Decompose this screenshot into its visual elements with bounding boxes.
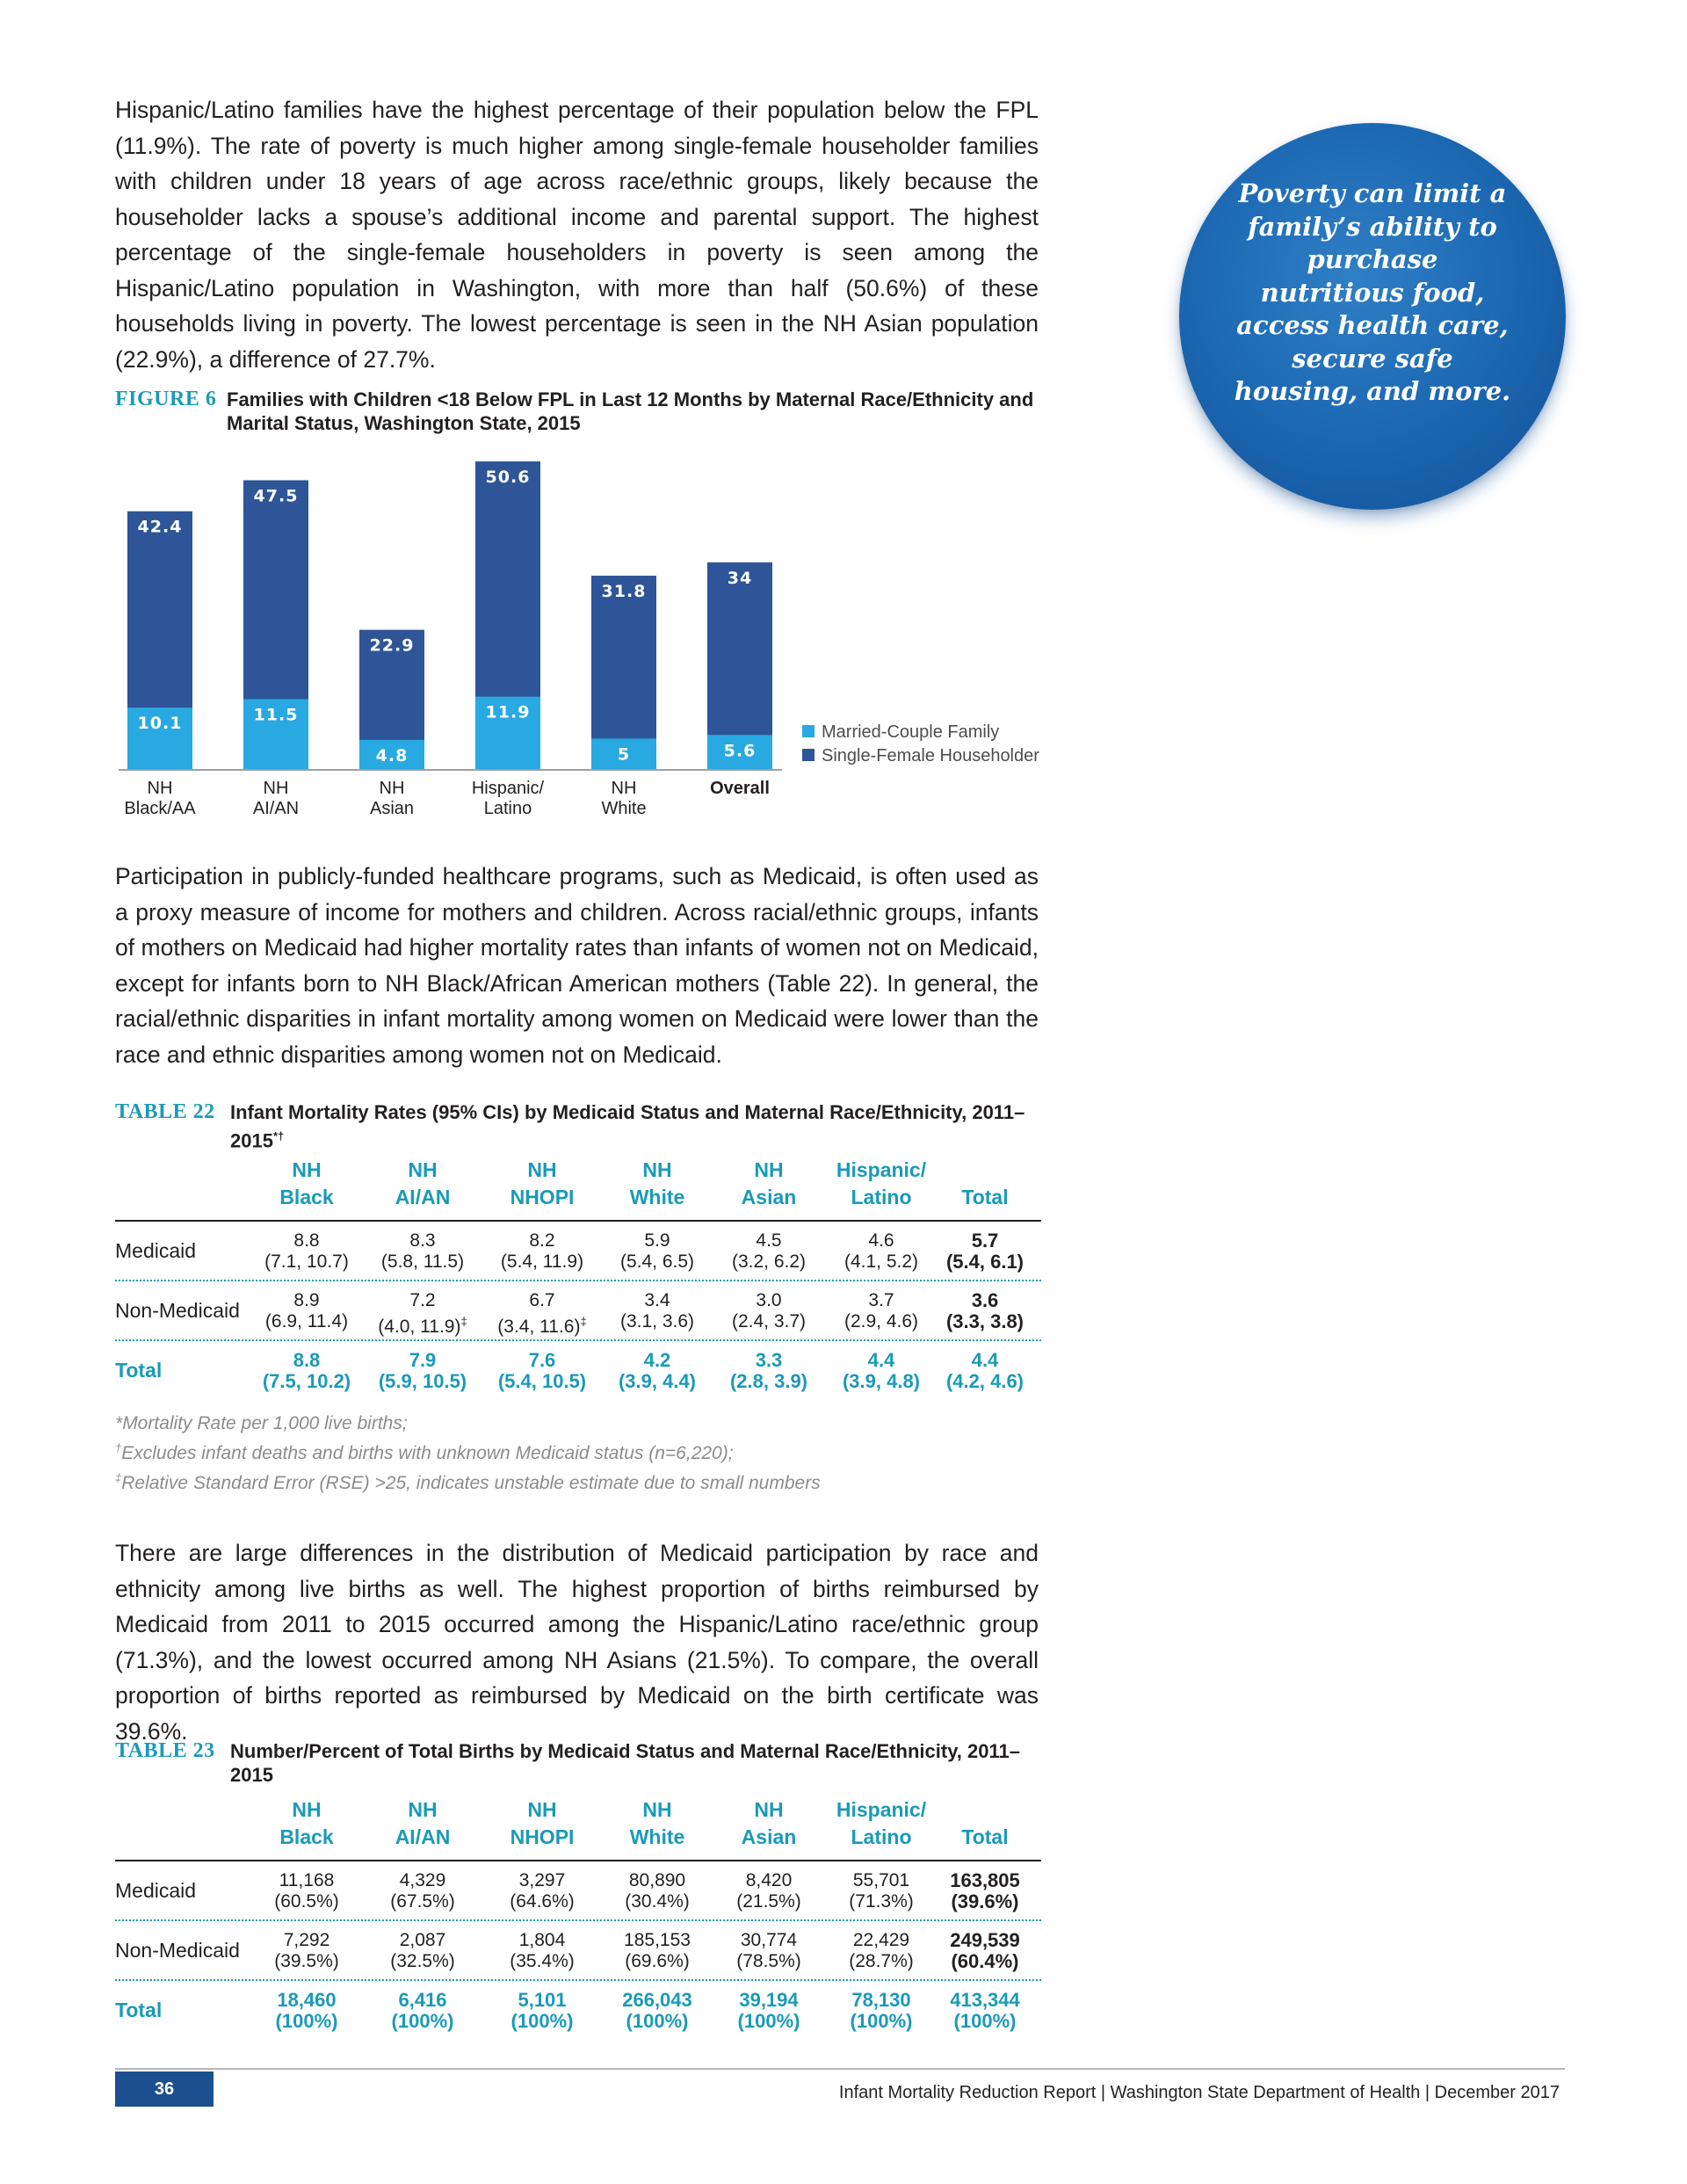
cell-secondary: (5.4, 10.5) xyxy=(497,1370,587,1392)
table-cell xyxy=(919,1290,1051,1332)
cell-value: 3.0 xyxy=(756,1290,782,1310)
cell-secondary: (100%) xyxy=(953,2010,1017,2032)
col-header-line2: Total xyxy=(961,1186,1009,1208)
cell-secondary: (3.9, 4.4) xyxy=(618,1370,697,1392)
married-couple-value-label: 5.6 xyxy=(723,741,757,761)
col-header-line1: NH xyxy=(642,1158,672,1181)
cell-value: 4.2 xyxy=(643,1349,671,1371)
single-female-value-label: 50.6 xyxy=(485,468,531,487)
cell-secondary: (7.5, 10.2) xyxy=(262,1370,351,1392)
table-cell xyxy=(919,1350,1051,1392)
col-header-line2: White xyxy=(629,1825,685,1848)
single-female-value-label: 31.8 xyxy=(601,582,647,602)
table-cell xyxy=(476,1230,608,1273)
page-number: 36 xyxy=(115,2072,214,2107)
cell-value: 4.4 xyxy=(867,1349,895,1371)
cell-value: 8,420 xyxy=(745,1870,793,1890)
table-cell xyxy=(476,1870,608,1912)
figure-6-bar-chart xyxy=(114,444,1054,831)
cell-secondary: (6.9, 11.4) xyxy=(264,1311,349,1331)
col-header-line1: NH xyxy=(408,1798,438,1821)
cell-secondary: (5.4, 6.5) xyxy=(619,1252,695,1272)
married-couple-value-label: 11.9 xyxy=(485,702,531,722)
table-22-col-header xyxy=(485,1157,599,1211)
single-female-value-label: 22.9 xyxy=(369,635,415,656)
cell-secondary: (4.0, 11.9)‡ xyxy=(378,1315,467,1337)
cell-value: 3.4 xyxy=(644,1290,670,1310)
cell-secondary: (4.2, 4.6) xyxy=(945,1370,1025,1392)
table-cell xyxy=(357,1230,489,1273)
body-paragraph-2: Participation in publicly-funded healthcare programs, such as Medicaid, is often used as a proxy measure of income for mothers and children. Across racial/ethnic groups, infants of mothers on Medicaid had higher mortality rates than infants of women not on Medicaid, except for infants born to NH Black/African American mothers (Table 22). In general, the racial/ethnic disparities in infant mortality among women on Medicaid were lower than the race and ethnic disparities among women not on Medicaid. xyxy=(115,863,1039,1068)
cell-value: 4.4 xyxy=(971,1349,999,1371)
cell-value: 30,774 xyxy=(740,1930,798,1950)
table-cell xyxy=(241,1350,373,1392)
table-22-row xyxy=(115,1341,1041,1399)
cell-value: 266,043 xyxy=(622,1989,692,2011)
row-label: Total xyxy=(115,1359,163,1382)
col-header-line1: Hispanic/ xyxy=(836,1798,927,1821)
table-22 xyxy=(115,1157,1041,1399)
cell-value: 5,101 xyxy=(518,1989,567,2011)
table-cell xyxy=(357,1990,489,2032)
table-23-col-header xyxy=(485,1796,599,1851)
cell-value: 6,416 xyxy=(398,1989,447,2011)
category-label: White xyxy=(601,799,647,818)
cell-secondary: (3.4, 11.6)‡ xyxy=(497,1315,587,1337)
table-cell xyxy=(241,1870,373,1912)
legend-label: Single-Female Householder xyxy=(822,746,1039,765)
col-header-line2: Black xyxy=(279,1825,334,1848)
cell-secondary: (67.5%) xyxy=(390,1891,455,1912)
poverty-callout-circle xyxy=(1179,123,1566,510)
table-cell xyxy=(919,1990,1051,2032)
single-female-value-label: 34 xyxy=(727,568,753,588)
table-cell xyxy=(476,1290,608,1338)
body-paragraph-3: There are large differences in the distribution of Medicaid participation by race and ethnicity among live births as well. The highest proportion of births reimbursed by Medicaid from 2011 to 2015 occurred among the Hispanic/Latino race/ethnic group (71.3%), and the lowest occurred among NH Asians (21.5%). To compare, the overall proportion of births reported as reimbursed by Medicaid on the birth certificate was 39.6%. xyxy=(115,1540,1039,1745)
cell-value: 4.5 xyxy=(756,1230,782,1251)
cell-secondary: (5.4, 6.1) xyxy=(945,1251,1025,1273)
table-23-row xyxy=(115,1981,1041,2039)
footnote-3: ‡Relative Standard Error (RSE) >25, indicates unstable estimate due to small numbers xyxy=(115,1471,821,1493)
table-cell xyxy=(357,1930,489,1972)
col-header-line1 xyxy=(928,1157,1042,1184)
category-label: NH xyxy=(147,779,173,798)
table-cell xyxy=(476,1990,608,2032)
table-22-row xyxy=(115,1281,1041,1341)
category-label: Asian xyxy=(369,799,415,818)
cell-secondary: (71.3%) xyxy=(849,1891,914,1912)
cell-value: 78,130 xyxy=(851,1989,911,2011)
col-header-line2: Asian xyxy=(741,1186,797,1208)
col-header-line1: NH xyxy=(754,1158,784,1181)
footer-text: Infant Mortality Reduction Report | Washington State Department of Health | December 2017 xyxy=(838,2083,1560,2102)
cell-value: 7.6 xyxy=(528,1349,556,1371)
table-23 xyxy=(115,1796,1041,2039)
cell-secondary: (100%) xyxy=(510,2010,574,2032)
col-header-line1 xyxy=(928,1796,1042,1824)
table-cell xyxy=(241,1990,373,2032)
table-23-caption xyxy=(115,1739,1046,1792)
col-header-line1: NH xyxy=(527,1798,557,1821)
cell-value: 3.3 xyxy=(755,1349,783,1371)
table-22-caption xyxy=(115,1100,1046,1153)
col-header-line2: Total xyxy=(961,1825,1009,1848)
cell-value: 6.7 xyxy=(529,1290,555,1310)
married-couple-value-label: 11.5 xyxy=(253,705,299,725)
cell-secondary: (100%) xyxy=(737,2010,800,2032)
col-header-line1: NH xyxy=(292,1798,322,1821)
col-header-line2: AI/AN xyxy=(395,1825,451,1848)
table-23-title: Number/Percent of Total Births by Medicaid Status and Maternal Race/Ethnicity, 2011–2015 xyxy=(230,1740,1020,1786)
cell-secondary: (5.9, 10.5) xyxy=(378,1370,467,1392)
cell-secondary: (39.5%) xyxy=(274,1951,339,1971)
col-header-line2: White xyxy=(629,1186,685,1208)
cell-secondary: (2.4, 3.7) xyxy=(731,1311,807,1331)
category-label: Overall xyxy=(710,779,770,798)
body-paragraph-1: Hispanic/Latino families have the highest percentage of their population below the FPL (11.9%). The rate of poverty is much higher among single-female householder families with children under 18 years of age across race/ethnic groups, likely because the householder lacks a spouse’s additional income and parental support. The highest percentage of the single-female householders in poverty is seen among the Hispanic/Latino population in Washington, with more than half (50.6%) of these households living in poverty. The lowest percentage is seen in the NH Asian population (22.9%), a difference of 27.7%. xyxy=(115,97,1039,373)
table-23-col-header xyxy=(250,1796,364,1851)
col-header-line2: NHOPI xyxy=(510,1825,575,1848)
cell-secondary: (30.4%) xyxy=(625,1891,690,1912)
table-23-col-header xyxy=(366,1796,480,1851)
cell-secondary: (64.6%) xyxy=(510,1891,575,1912)
cell-secondary: (32.5%) xyxy=(390,1951,455,1971)
row-label: Non-Medicaid xyxy=(115,1299,240,1322)
figure-6-caption xyxy=(115,388,1046,440)
cell-value: 1,804 xyxy=(518,1930,566,1950)
cell-value: 18,460 xyxy=(277,1989,337,2011)
table-cell xyxy=(476,1930,608,1972)
table-23-label: TABLE 23 xyxy=(115,1739,215,1762)
table-23-col-header xyxy=(600,1796,714,1851)
category-label: AI/AN xyxy=(252,799,300,818)
figure-6-label: FIGURE 6 xyxy=(115,388,217,410)
table-22-label: TABLE 22 xyxy=(115,1100,215,1123)
table-cell xyxy=(357,1350,489,1392)
col-header-line2: Latino xyxy=(851,1186,912,1208)
category-label: NH xyxy=(263,779,289,798)
cell-value: 55,701 xyxy=(852,1870,910,1890)
table-22-col-header xyxy=(712,1157,826,1211)
category-label: Latino xyxy=(483,799,532,818)
cell-value: 7.2 xyxy=(409,1290,436,1310)
row-label: Non-Medicaid xyxy=(115,1939,240,1962)
cell-secondary: (3.1, 3.6) xyxy=(619,1311,695,1331)
table-cell xyxy=(919,1870,1051,1912)
cell-value: 163,805 xyxy=(950,1869,1020,1891)
table-22-col-header xyxy=(250,1157,364,1211)
table-23-col-header xyxy=(928,1796,1042,1851)
table-cell xyxy=(357,1290,489,1338)
col-header-line2: Asian xyxy=(741,1825,797,1848)
table-cell xyxy=(241,1930,373,1972)
table-cell xyxy=(476,1350,608,1392)
cell-secondary: (3.3, 3.8) xyxy=(945,1310,1025,1332)
cell-secondary: (2.9, 4.6) xyxy=(844,1311,919,1331)
single-female-value-label: 47.5 xyxy=(253,486,299,506)
cell-secondary: (60.4%) xyxy=(951,1950,1019,1972)
cell-secondary: (7.1, 10.7) xyxy=(264,1252,349,1272)
cell-value: 8.2 xyxy=(529,1230,555,1251)
cell-secondary: (78.5%) xyxy=(736,1951,801,1971)
married-couple-value-label: 10.1 xyxy=(137,714,183,734)
col-header-line2: AI/AN xyxy=(395,1186,451,1208)
cell-value: 4,329 xyxy=(399,1870,446,1890)
table-22-title-wrap xyxy=(230,1100,1039,1152)
col-header-line2: Latino xyxy=(851,1825,912,1848)
col-header-line1: NH xyxy=(292,1158,322,1181)
col-header-line1: Hispanic/ xyxy=(836,1158,927,1181)
legend-label: Married-Couple Family xyxy=(822,722,1000,742)
row-label: Medicaid xyxy=(115,1879,197,1902)
category-label: Hispanic/ xyxy=(471,779,545,798)
cell-value: 39,194 xyxy=(739,1989,799,2011)
figure-6-title: Families with Children <18 Below FPL in Last 12 Months by Maternal Race/Ethnicity and Marital Status, Washington State, 2015 xyxy=(227,388,1034,434)
category-label: Black/AA xyxy=(124,799,196,818)
cell-secondary: (69.6%) xyxy=(625,1951,690,1971)
married-couple-value-label: 5 xyxy=(617,744,631,765)
table-22-title-marks: *† xyxy=(272,1129,285,1143)
col-header-line1: NH xyxy=(408,1158,438,1181)
table-22-col-header xyxy=(928,1157,1042,1211)
table-23-header-row xyxy=(115,1796,1041,1861)
footer-rule xyxy=(115,2068,1565,2070)
cell-value: 22,429 xyxy=(852,1930,910,1950)
table-22-col-header xyxy=(366,1157,480,1211)
footnote-2: †Excludes infant deaths and births with unknown Medicaid status (n=6,220); xyxy=(115,1441,734,1463)
cell-secondary: (2.8, 3.9) xyxy=(729,1370,808,1392)
table-cell xyxy=(241,1230,373,1273)
callout-text: Poverty can limit a family’s ability to purchase nutritious food, access health care, secure safe housing, and more. xyxy=(1234,178,1511,406)
table-23-col-header xyxy=(824,1796,938,1851)
cell-secondary: (100%) xyxy=(850,2010,913,2032)
table-cell xyxy=(357,1870,489,1912)
col-header-line2: Black xyxy=(279,1186,334,1208)
cell-value: 8.9 xyxy=(293,1290,320,1310)
cell-value: 4.6 xyxy=(868,1230,894,1251)
single-female-value-label: 42.4 xyxy=(137,517,183,537)
footnote-1: *Mortality Rate per 1,000 live births; xyxy=(115,1413,408,1433)
row-label: Total xyxy=(115,1999,163,2021)
table-23-row xyxy=(115,1921,1041,1981)
cell-secondary: (100%) xyxy=(275,2010,338,2032)
cell-value: 3,297 xyxy=(518,1870,566,1890)
cell-value: 2,087 xyxy=(399,1930,446,1950)
category-label: NH xyxy=(379,779,405,798)
cell-value: 3.6 xyxy=(971,1289,999,1311)
cell-secondary: (5.8, 11.5) xyxy=(380,1252,465,1272)
cell-secondary: (4.1, 5.2) xyxy=(844,1252,919,1272)
cell-value: 413,344 xyxy=(950,1989,1020,2011)
married-couple-value-label: 4.8 xyxy=(375,745,409,765)
cell-secondary: (100%) xyxy=(626,2010,689,2032)
cell-secondary: (28.7%) xyxy=(849,1951,914,1971)
cell-secondary: (5.4, 11.9) xyxy=(500,1252,584,1272)
cell-secondary: (100%) xyxy=(391,2010,454,2032)
table-cell xyxy=(241,1290,373,1332)
cell-value: 5.9 xyxy=(644,1230,670,1251)
cell-value: 185,153 xyxy=(624,1930,691,1950)
legend-swatch xyxy=(802,749,815,761)
cell-value: 3.7 xyxy=(868,1290,894,1310)
table-22-col-header xyxy=(600,1157,714,1211)
cell-value: 8.8 xyxy=(293,1230,320,1251)
category-label: NH xyxy=(611,779,637,798)
table-22-header-row xyxy=(115,1157,1041,1222)
cell-value: 7,292 xyxy=(283,1930,330,1950)
table-23-col-header xyxy=(712,1796,826,1851)
col-header-line1: NH xyxy=(527,1158,557,1181)
cell-value: 5.7 xyxy=(971,1230,999,1252)
col-header-line1: NH xyxy=(642,1798,672,1821)
cell-value: 11,168 xyxy=(279,1870,335,1890)
legend-swatch xyxy=(802,725,815,737)
table-22-title: Infant Mortality Rates (95% CIs) by Medicaid Status and Maternal Race/Ethnicity, 2011–2015 xyxy=(230,1101,1025,1152)
cell-secondary: (3.9, 4.8) xyxy=(842,1370,921,1392)
col-header-line1: NH xyxy=(754,1798,784,1821)
row-label: Medicaid xyxy=(115,1239,197,1262)
table-22-row xyxy=(115,1222,1041,1281)
cell-secondary: (60.5%) xyxy=(274,1891,339,1912)
cell-value: 8.3 xyxy=(409,1230,436,1251)
cell-value: 7.9 xyxy=(409,1349,437,1371)
table-23-row xyxy=(115,1861,1041,1921)
table-cell xyxy=(919,1230,1051,1273)
cell-secondary: (21.5%) xyxy=(736,1891,801,1912)
table-22-footnotes xyxy=(115,1411,994,1496)
cell-secondary: (3.2, 6.2) xyxy=(731,1252,807,1272)
cell-value: 80,890 xyxy=(628,1870,686,1890)
cell-value: 249,539 xyxy=(950,1929,1020,1951)
cell-secondary: (35.4%) xyxy=(510,1951,575,1971)
cell-secondary: (39.6%) xyxy=(951,1890,1019,1912)
col-header-line2: NHOPI xyxy=(510,1186,575,1208)
table-cell xyxy=(919,1930,1051,1972)
table-22-col-header xyxy=(824,1157,938,1211)
cell-value: 8.8 xyxy=(293,1349,321,1371)
